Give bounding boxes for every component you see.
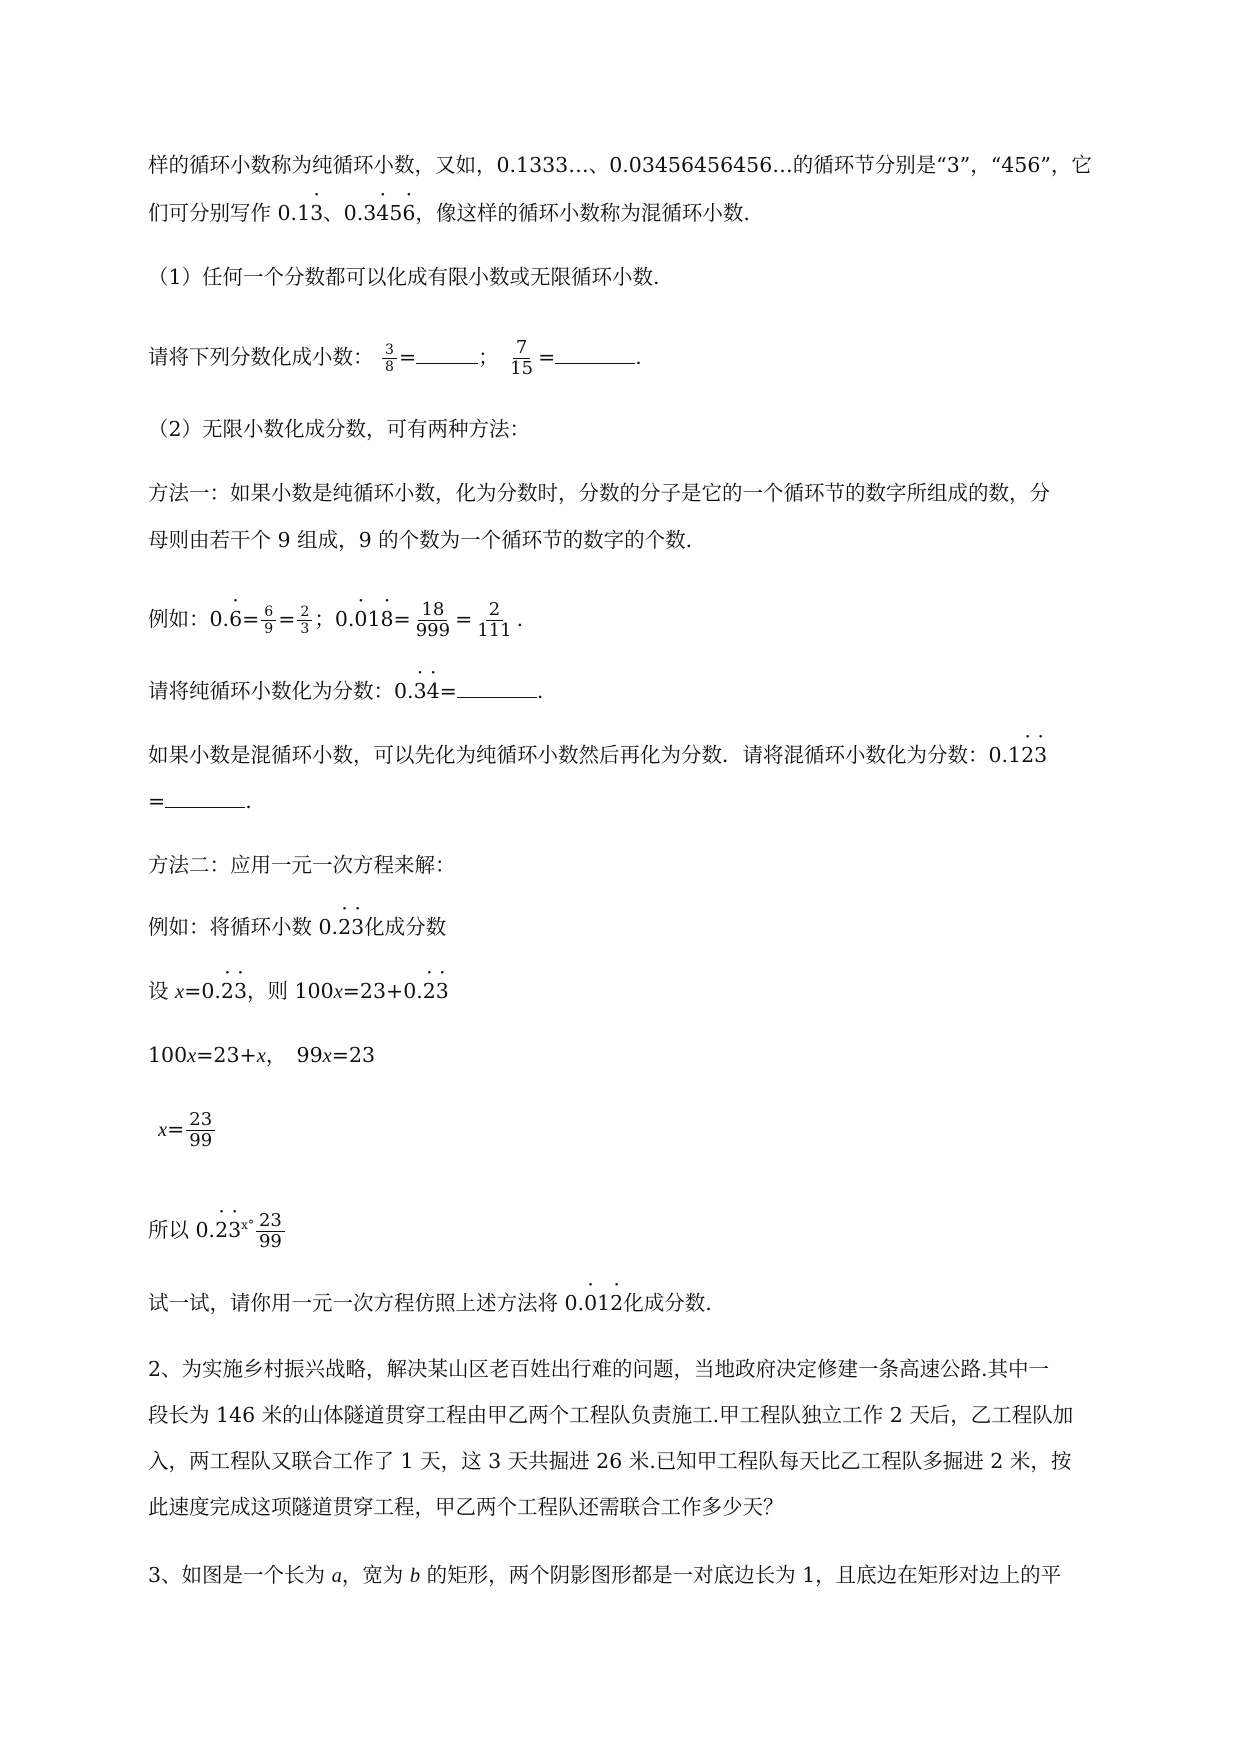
text: 2: [297, 604, 312, 621]
problem2-line4: 此速度完成这项隧道贯穿工程，甲乙两个工程队还需联合工作多少天？: [148, 1495, 784, 1519]
text: =23+: [196, 1043, 257, 1067]
repeat-digit: · 2: [1021, 740, 1034, 770]
text: x: [333, 981, 343, 1003]
repeat-digit: · 6: [229, 604, 242, 634]
q1-prompt-line: [148, 338, 642, 379]
text: 化成分数.: [623, 1291, 712, 1315]
text: 99: [189, 1130, 213, 1151]
text: =: [278, 607, 296, 631]
text: .: [516, 607, 524, 631]
text: 3: [382, 342, 397, 359]
text: =23+0.: [342, 979, 423, 1003]
text: x: [256, 1045, 266, 1067]
text: 9: [264, 621, 274, 637]
text: x: [158, 1119, 168, 1141]
fraction-6-9: [261, 604, 276, 637]
problem3-line1: [148, 1560, 1061, 1591]
text: ；0.: [314, 607, 355, 631]
text: 1: [367, 607, 381, 631]
answer-blank[interactable]: [165, 789, 245, 808]
text: 2: [486, 600, 503, 621]
text: 的矩形，两个阴影图形都是一对底边长为 1，且底边在矩形对边上的平: [420, 1563, 1062, 1587]
text: 5: [389, 201, 403, 225]
text: =: [148, 789, 166, 813]
text: 1: [597, 1291, 611, 1315]
fraction-2-3: [297, 604, 312, 637]
fraction-18-999: [413, 600, 453, 641]
text: ，则 100: [246, 979, 334, 1003]
text: 7: [513, 338, 530, 359]
text: 所以 0.: [148, 1217, 216, 1242]
text: =: [538, 345, 556, 369]
text: 化成分数: [364, 915, 447, 939]
q2-title: （2）无限小数化成分数，可有两种方法：: [148, 417, 531, 441]
answer-blank[interactable]: [457, 679, 537, 698]
text: =: [398, 345, 417, 369]
garbled-equals-symbol: x°: [241, 1218, 254, 1232]
method1-line2: 母则由若干个 9 组成，9 的个数为一个循环节的数字的个数.: [148, 528, 693, 552]
repeat-digit: · 4: [376, 198, 389, 228]
set-line: [148, 976, 449, 1007]
repeat-digit: · 2: [221, 976, 234, 1006]
repeat-digit: · 2: [610, 1288, 623, 1318]
mixed-line1: [148, 740, 1047, 770]
text: 如果小数是混循环小数，可以先化为纯循环小数然后再化为分数．请将混循环小数化为分数：0.1: [148, 743, 1022, 767]
text: 99: [258, 1230, 282, 1252]
text: 例如：将循环小数 0.: [148, 915, 339, 939]
problem2-line2: 段长为 146 米的山体隧道贯穿工程由甲乙两个工程队负责施工.甲工程队独立工作 2 天后，乙工程队加: [148, 1403, 1074, 1427]
text: 6: [261, 604, 276, 621]
fraction-3-8: [382, 342, 397, 375]
answer-blank[interactable]: [555, 345, 635, 364]
text: x: [187, 1045, 197, 1067]
text: 们可分别写作 0.1: [148, 201, 311, 225]
repeat-digit: · 2: [215, 1215, 228, 1245]
text: a: [331, 1565, 342, 1587]
text: =: [167, 1117, 185, 1141]
line-p1-1: 样的循环小数称为纯循环小数，又如，0.1333…、0.03456456456…的循环节分别是“3”，“456”，它: [148, 153, 1092, 177]
text: 例如：0.: [148, 607, 230, 631]
text: 8: [385, 359, 394, 375]
pure-prompt-line: [148, 676, 543, 706]
text: 15: [510, 358, 534, 379]
repeat-digit: · 2: [423, 976, 436, 1006]
text: .: [635, 345, 642, 369]
equation-line: [148, 1040, 375, 1071]
text: x: [322, 1045, 332, 1067]
fraction-2-111: [474, 600, 514, 641]
text: 18: [418, 600, 447, 621]
text: 23: [186, 1110, 215, 1131]
repeat-digit: · 3: [228, 1215, 241, 1245]
text: ， 99: [265, 1043, 323, 1067]
text: 试一试，请你用一元一次方程仿照上述方法将 0.: [148, 1291, 585, 1315]
problem2-line1: 2、为实施乡村振兴战略，解决某山区老百姓出行难的问题，当地政府决定修建一条高速公路.其中一: [148, 1357, 1050, 1381]
repeat-digit: · 3: [310, 198, 323, 228]
repeat-digit: · 3: [436, 976, 449, 1006]
line-p1-2: [148, 198, 750, 228]
example1-line: [148, 600, 523, 641]
text: 100: [148, 1043, 188, 1067]
text: 、0.3: [323, 201, 377, 225]
text: ；: [478, 345, 499, 369]
method2-title: 方法二：应用一元一次方程来解：: [148, 853, 456, 877]
text: ，像这样的循环小数称为混循环小数.: [415, 201, 750, 225]
text: ，宽为: [341, 1563, 410, 1587]
example2-line: [148, 912, 446, 942]
repeat-digit: · 8: [380, 604, 393, 634]
fraction-23-99: [256, 1211, 285, 1252]
repeat-digit: · 3: [1034, 740, 1047, 770]
solution-line: [158, 1110, 217, 1151]
text: x: [175, 981, 185, 1003]
text: =: [393, 607, 411, 631]
so-line: [148, 1210, 287, 1252]
text: .: [245, 789, 252, 813]
text: .: [536, 679, 544, 703]
repeat-digit: · 6: [402, 198, 415, 228]
repeat-digit: · 4: [427, 676, 440, 706]
text: =0.: [184, 979, 221, 1003]
fraction-7-15: [507, 338, 536, 379]
text: 23: [256, 1211, 285, 1232]
text: 请将下列分数化成小数：: [148, 345, 374, 369]
answer-blank[interactable]: [416, 345, 478, 364]
repeat-digit: · 0: [354, 604, 367, 634]
repeat-digit: · 2: [338, 912, 351, 942]
text: b: [409, 1565, 421, 1587]
text: 设: [148, 979, 176, 1003]
text: =: [242, 607, 260, 631]
repeat-digit: · 0: [584, 1288, 597, 1318]
text: 111: [477, 620, 512, 641]
mixed-line2: [148, 786, 252, 816]
repeat-digit: · 3: [351, 912, 364, 942]
text: 3、如图是一个长为: [148, 1563, 332, 1587]
q1-title: （1）任何一个分数都可以化成有限小数或无限循环小数.: [148, 265, 660, 289]
try-line: [148, 1288, 712, 1318]
text: 3: [300, 621, 310, 637]
method1-line1: 方法一：如果小数是纯循环小数，化为分数时，分数的分子是它的一个循环节的数字所组成的数，分: [148, 481, 1050, 505]
fraction-23-99: [186, 1110, 215, 1151]
text: =: [455, 607, 473, 631]
text: =: [439, 679, 457, 703]
problem2-line3: 入，两工程队又联合工作了 1 天，这 3 天共掘进 26 米.已知甲工程队每天比乙工程队多掘进 2 米，按: [148, 1449, 1072, 1473]
text: 999: [415, 620, 451, 641]
text: 请将纯循环小数化为分数：0.: [148, 679, 414, 703]
repeat-digit: · 3: [234, 976, 247, 1006]
repeat-digit: · 3: [414, 676, 427, 706]
text: =23: [331, 1043, 376, 1067]
